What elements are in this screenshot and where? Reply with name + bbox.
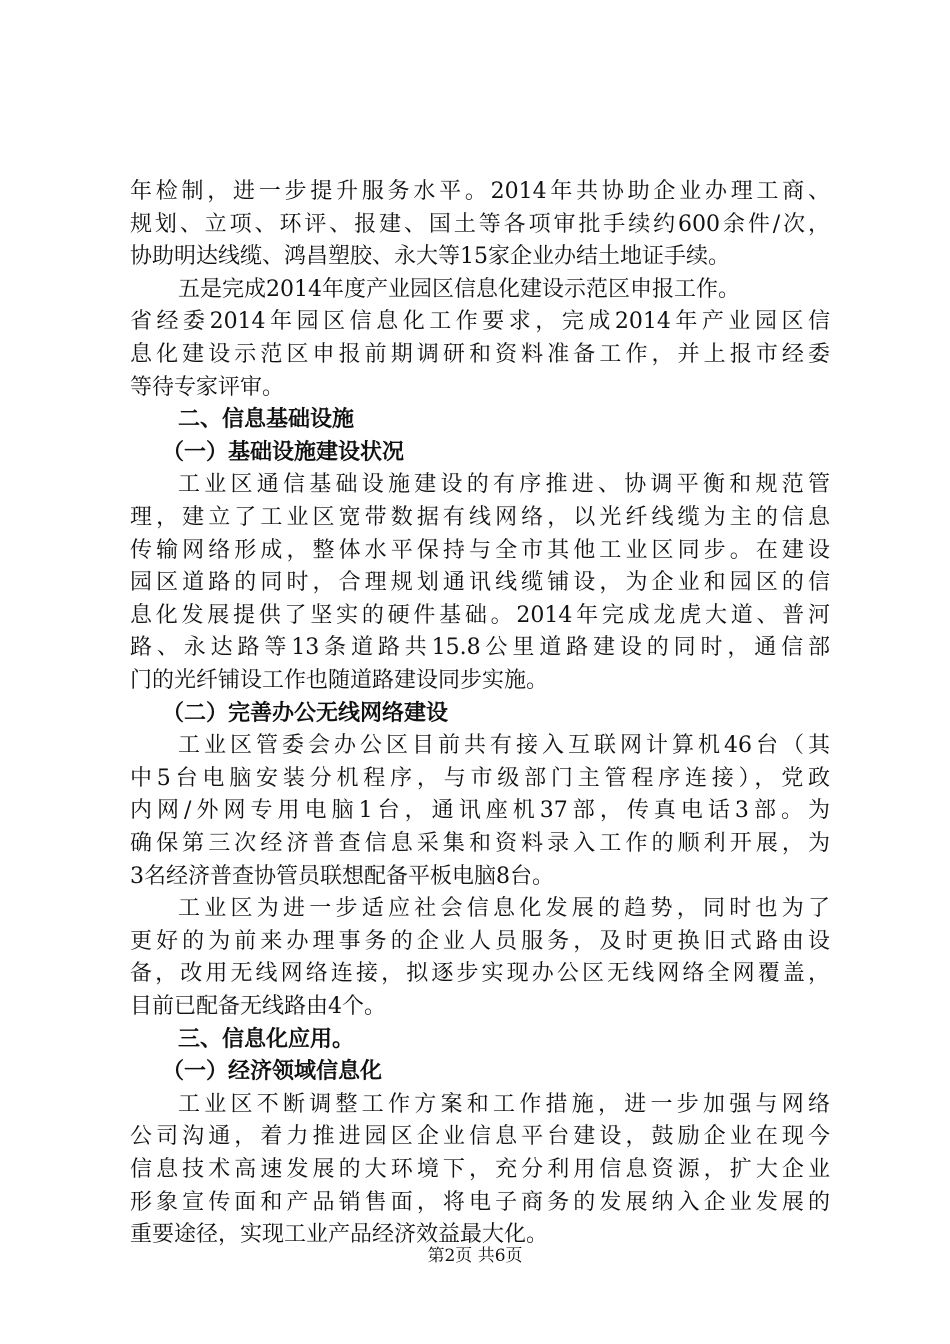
- text-line: 公司沟通，着力推进园区企业信息平台建设，鼓励企业在现今: [130, 1124, 830, 1150]
- text-line: 规划、立项、环评、报建、国土等各项审批手续约600余件/次，: [130, 211, 830, 237]
- paragraph-start: 工业区不断调整工作方案和工作措施，进一步加强与网络: [178, 1091, 830, 1117]
- text-line: 目前已配备无线路由4个。: [130, 994, 386, 1019]
- paragraph-start: 工业区管委会办公区目前共有接入互联网计算机46台（其: [178, 733, 830, 759]
- subsection-heading: （一）基础设施建设状况: [162, 439, 405, 465]
- text-line: 理，建立了工业区宽带数据有线网络，以光纤线缆为主的信息: [130, 505, 830, 530]
- text-line: 传输网络形成，整体水平保持与全市其他工业区同步。在建设: [130, 537, 830, 563]
- subsection-heading: （二）完善办公无线网络建设: [162, 700, 449, 726]
- text-line: 息化建设示范区申报前期调研和资料准备工作，并上报市经委: [130, 342, 830, 367]
- text-line: 协助明达线缆、鸿昌塑胶、永大等15家企业办结土地证手续。: [130, 244, 730, 270]
- text-line: 门的光纤铺设工作也随道路建设同步实施。: [130, 668, 549, 693]
- text-line: 信息技术高速发展的大环境下，充分利用信息资源，扩大企业: [130, 1157, 830, 1182]
- text-line: 等待专家评审。: [130, 374, 285, 400]
- text-line: 年检制，进一步提升服务水平。2014年共协助企业办理工商、: [130, 179, 830, 204]
- paragraph-start: 工业区为进一步适应社会信息化发展的趋势，同时也为了: [178, 896, 830, 922]
- text-line: 内网/外网专用电脑1台，通讯座机37部，传真电话3部。为: [130, 798, 830, 824]
- section-heading: 二、信息基础设施: [178, 407, 355, 433]
- text-line: 重要途径，实现工业产品经济效益最大化。: [130, 1222, 549, 1248]
- paragraph-start: 五是完成2014年度产业园区信息化建设示范区申报工作。: [178, 276, 740, 302]
- text-line: 路、永达路等13条道路共15.8公里道路建设的同时，通信部: [130, 635, 830, 661]
- text-line: 形象宣传面和产品销售面，将电子商务的发展纳入企业发展的: [130, 1189, 830, 1215]
- page-footer: 第2页 共6页: [427, 1246, 523, 1266]
- text-line: 3名经济普查协管员联想配备平板电脑8台。: [130, 863, 554, 889]
- paragraph-start: 工业区通信基础设施建设的有序推进、协调平衡和规范管: [178, 472, 830, 498]
- text-line: 息化发展提供了坚实的硬件基础。2014年完成龙虎大道、普河: [130, 602, 830, 628]
- text-line: 园区道路的同时，合理规划通讯线缆铺设，为企业和园区的信: [130, 570, 830, 596]
- text-line: 中5台电脑安装分机程序，与市级部门主管程序连接），党政: [130, 765, 830, 791]
- text-line: 备，改用无线网络连接，拟逐步实现办公区无线网络全网覆盖，: [130, 961, 830, 987]
- text-line: 省经委2014年园区信息化工作要求，完成2014年产业园区信: [130, 309, 830, 335]
- text-line: 更好的为前来办理事务的企业人员服务，及时更换旧式路由设: [130, 928, 830, 954]
- subsection-heading: （一）经济领域信息化: [162, 1059, 383, 1085]
- text-line: 确保第三次经济普查信息采集和资料录入工作的顺利开展，为: [130, 831, 830, 856]
- section-heading: 三、信息化应用。: [178, 1026, 355, 1052]
